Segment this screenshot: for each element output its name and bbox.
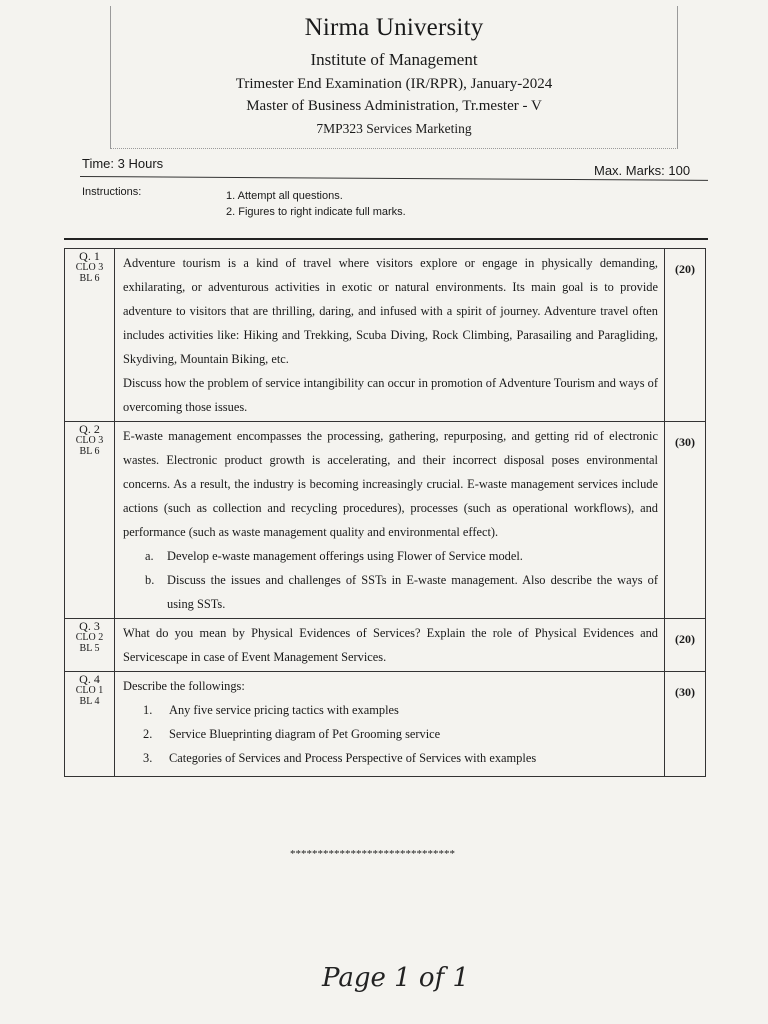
question-marks: (20) bbox=[665, 249, 706, 422]
questions-table bbox=[64, 248, 706, 777]
handwritten-page-number bbox=[320, 956, 470, 1002]
subpart-b bbox=[123, 568, 658, 616]
question-text bbox=[115, 422, 665, 619]
question-number: Q. 3 bbox=[79, 619, 100, 633]
question-meta bbox=[65, 619, 115, 672]
instructions-list bbox=[226, 188, 406, 220]
question-meta bbox=[65, 422, 115, 619]
handwritten-page-note bbox=[320, 956, 470, 1007]
question-text bbox=[115, 619, 665, 672]
question-clo: CLO 3 bbox=[75, 435, 104, 446]
question-text bbox=[115, 249, 665, 422]
subpart-a bbox=[123, 544, 658, 568]
instructions-label: Instructions: bbox=[82, 186, 142, 198]
exam-duration: Time: 3 Hours bbox=[82, 156, 164, 171]
institute-name: Institute of Management bbox=[310, 50, 478, 69]
item-text: Categories of Services and Process Perspective of Services with examples bbox=[169, 751, 537, 765]
question-clo: CLO 2 bbox=[75, 632, 104, 643]
question-paragraph: What do you mean by Physical Evidences of Services? Explain the role of Physical Evidences and Servicescape in case of Event Management Services. bbox=[123, 626, 658, 664]
question-marks: (30) bbox=[665, 422, 706, 619]
item-text: Service Blueprinting diagram of Pet Grooming service bbox=[169, 727, 441, 741]
question-number: Q. 1 bbox=[79, 249, 100, 263]
question-paragraph: Describe the followings: bbox=[123, 679, 245, 693]
item-text: Any five service pricing tactics with examples bbox=[169, 703, 399, 717]
question-row-3 bbox=[65, 619, 706, 672]
subpart-label: b. bbox=[145, 573, 155, 587]
list-item bbox=[123, 746, 658, 770]
question-clo: CLO 1 bbox=[75, 685, 104, 696]
course-code-title: 7MP323 Services Marketing bbox=[316, 121, 472, 136]
question-bl: BL 6 bbox=[79, 273, 100, 284]
exam-title: Trimester End Examination (IR/RPR), January-2024 bbox=[235, 76, 553, 92]
instructions-divider bbox=[64, 238, 708, 240]
question-paragraph: Discuss how the problem of service intangibility can occur in promotion of Adventure Tourism and ways of overcoming those issues. bbox=[123, 376, 658, 414]
question-paragraph: E-waste management encompasses the processing, gathering, repurposing, and getting rid of electronic wastes. Electronic product growth is accelerating, and their incorrect disposal poses environmental concerns. As a result, the industry is becoming increasingly crucial. E-waste management services include actions (such as collection and recycling procedures), processes (such as operational workflows), and performance (such as waste management quality and environmental effect). bbox=[123, 429, 658, 539]
question-meta bbox=[65, 249, 115, 422]
question-clo: CLO 3 bbox=[75, 262, 104, 273]
list-item bbox=[123, 722, 658, 746]
question-text bbox=[115, 672, 665, 777]
page-note-text: Page 1 of 1 bbox=[322, 963, 470, 993]
university-name: Nirma University bbox=[304, 14, 484, 41]
question-bl: BL 4 bbox=[79, 696, 100, 707]
end-of-paper-stars: ****************************** bbox=[290, 848, 455, 860]
instruction-item: 2. Figures to right indicate full marks. bbox=[226, 206, 406, 218]
question-marks: (20) bbox=[665, 619, 706, 672]
item-label: 2. bbox=[143, 727, 153, 741]
question-row-2 bbox=[65, 422, 706, 619]
question-row-4 bbox=[65, 672, 706, 777]
item-label: 1. bbox=[143, 703, 153, 717]
list-item bbox=[123, 698, 658, 722]
question-paragraph: Adventure tourism is a kind of travel where visitors explore or engage in physically demanding, exhilarating, or adventurous activities in exotic or natural environments. Its main goal is to provide adventure to visitors that are thrilling, daring, and infused with a spirit of journey. Adventure travel often includes activities like: Hiking and Trekking, Scuba Diving, Rock Climbing, Parasailing and Paragliding, Skydiving, Mountain Biking, etc. bbox=[123, 256, 658, 366]
question-bl: BL 6 bbox=[79, 446, 100, 457]
question-row-1 bbox=[65, 249, 706, 422]
subpart-label: a. bbox=[145, 549, 154, 563]
program-name: Master of Business Administration, Tr.mester - V bbox=[246, 98, 542, 114]
instruction-item: 1. Attempt all questions. bbox=[226, 190, 343, 202]
question-bl: BL 5 bbox=[79, 643, 100, 654]
max-marks: Max. Marks: 100 bbox=[594, 163, 691, 178]
item-label: 3. bbox=[143, 751, 153, 765]
question-marks: (30) bbox=[665, 672, 706, 777]
question-number: Q. 2 bbox=[79, 422, 100, 436]
subpart-text: Develop e-waste management offerings using Flower of Service model. bbox=[167, 549, 523, 563]
exam-header bbox=[110, 6, 678, 149]
question-number: Q. 4 bbox=[79, 672, 100, 686]
question-meta bbox=[65, 672, 115, 777]
subpart-text: Discuss the issues and challenges of SSTs in E-waste management. Also describe the ways of using SSTs. bbox=[167, 573, 658, 611]
